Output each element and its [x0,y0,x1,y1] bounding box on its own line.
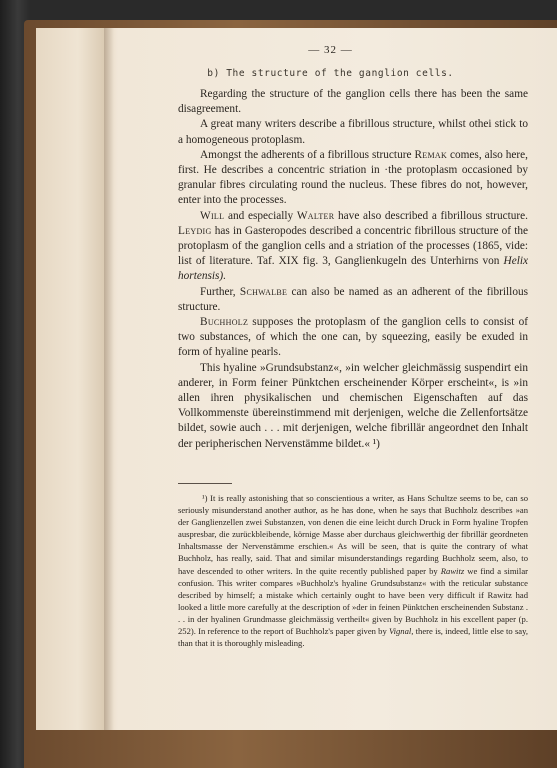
gutter-shadow [104,28,114,730]
paragraph: Regarding the structure of the ganglion cells there has been the same disagreement. [178,88,528,116]
body-text [178,87,528,452]
paragraph: Further, Schwalbe can also be named as an adherent of the fibrillous structure. [178,285,529,313]
species-name: Helix hortensis). [178,255,528,283]
author-name: Schwalbe [239,285,288,298]
paragraph: Will and especially Walter have also described a fibrillous structure. Leydig has in Gasteropodes described a concentric fibrillous structure of the protoplasm of the ganglion cells and a striation of the processes (1865, vide: list of literature. Taf. XIX fig. 3, Ganglienkugeln des Unterhirns von Helix hortensis). [178,209,528,283]
paragraph: Buchholz supposes the protoplasm of the ganglion cells to consist of two substances, of which the one can, by squeezing, easily be exuded in form of hyaline pearls. [178,316,528,359]
author-name: Rawitz [440,565,465,576]
page-number: — 32 — [308,44,353,56]
paragraph: This hyaline »Grundsubstanz«, »in welcher gleichmässig suspendirt ein anderer, in Form feiner Pünktchen erscheinender Körper erscheint«, is »in allen ihren physikalischen und chemischen Eigenschaften auf das Vollkommenste übereinstimmend mit derjenigen, welche die Zellenfortsätze bildet, sowie auch . . . mit derjenigen, welche fibrillär angeordnet den Inhalt der peripherischen Nervenstämme bildet.« ¹) [178,361,528,450]
book-page [104,28,557,730]
author-name: Buchholz [200,316,249,329]
footnote-paragraph: ¹) It is really astonishing that so conscientious a writer, as Hans Schultze seems to be, can so seriously misunderstand another author, as he has done, when he says that Buchholz describes »an der Ganglienzellen zwei Substanzen, von denen die eine leicht durch Druck in Form hyaline Tropfen auspresbar, die zurückbleibende, körnige Masse aber durchaus gleichwerthig der fibrillär geordneten Inhaltsmasse der Nervenstämme erschien.« As will be seen, that is quite the contrary of what Buchholz, has really, said. That and similar misunderstandings regarding Buchholz seem, also, to have descended to other writers. In the quite recently published paper by Rawitz we find a similar confusion. This writer compares »Buchholz's hyaline Grundsubstanz« with the reticular substance described by himself; a mistake which certainly ought to have been very difficult if Rawitz had looked a little more carefully at the description of »der in feinen Pünktchen erscheinenden Substanz . . . in der hyalinen Grundmasse gleichmässig vertheilt« given by Buchholz in his excellent paper (p. 252). In reference to the report of Buchholz's paper given by Vignal, there is, indeed, little else to say, than that it is thoroughly misleading. [178,493,528,649]
footnote [178,492,528,649]
author-name: Will [200,209,225,222]
author-name: Vignal, [389,626,414,637]
endpaper [36,28,107,730]
paragraph: Amongst the adherents of a fibrillous structure Remak comes, also here, first. He describes a concentric striation in ·the protoplasm occasioned by granular fibres circulating round the nucleus. These fibres do not, however, enter into the processes. [178,148,528,207]
paragraph: A great many writers describe a fibrillous structure, whilst othei stick to a homogeneous protoplasm. [178,118,528,146]
author-name: Remak [414,148,448,161]
author-name: Walter [296,209,335,222]
section-heading: b) The structure of the ganglion cells. [207,68,454,79]
footnote-rule [178,483,232,484]
author-name: Leydig [178,224,212,237]
